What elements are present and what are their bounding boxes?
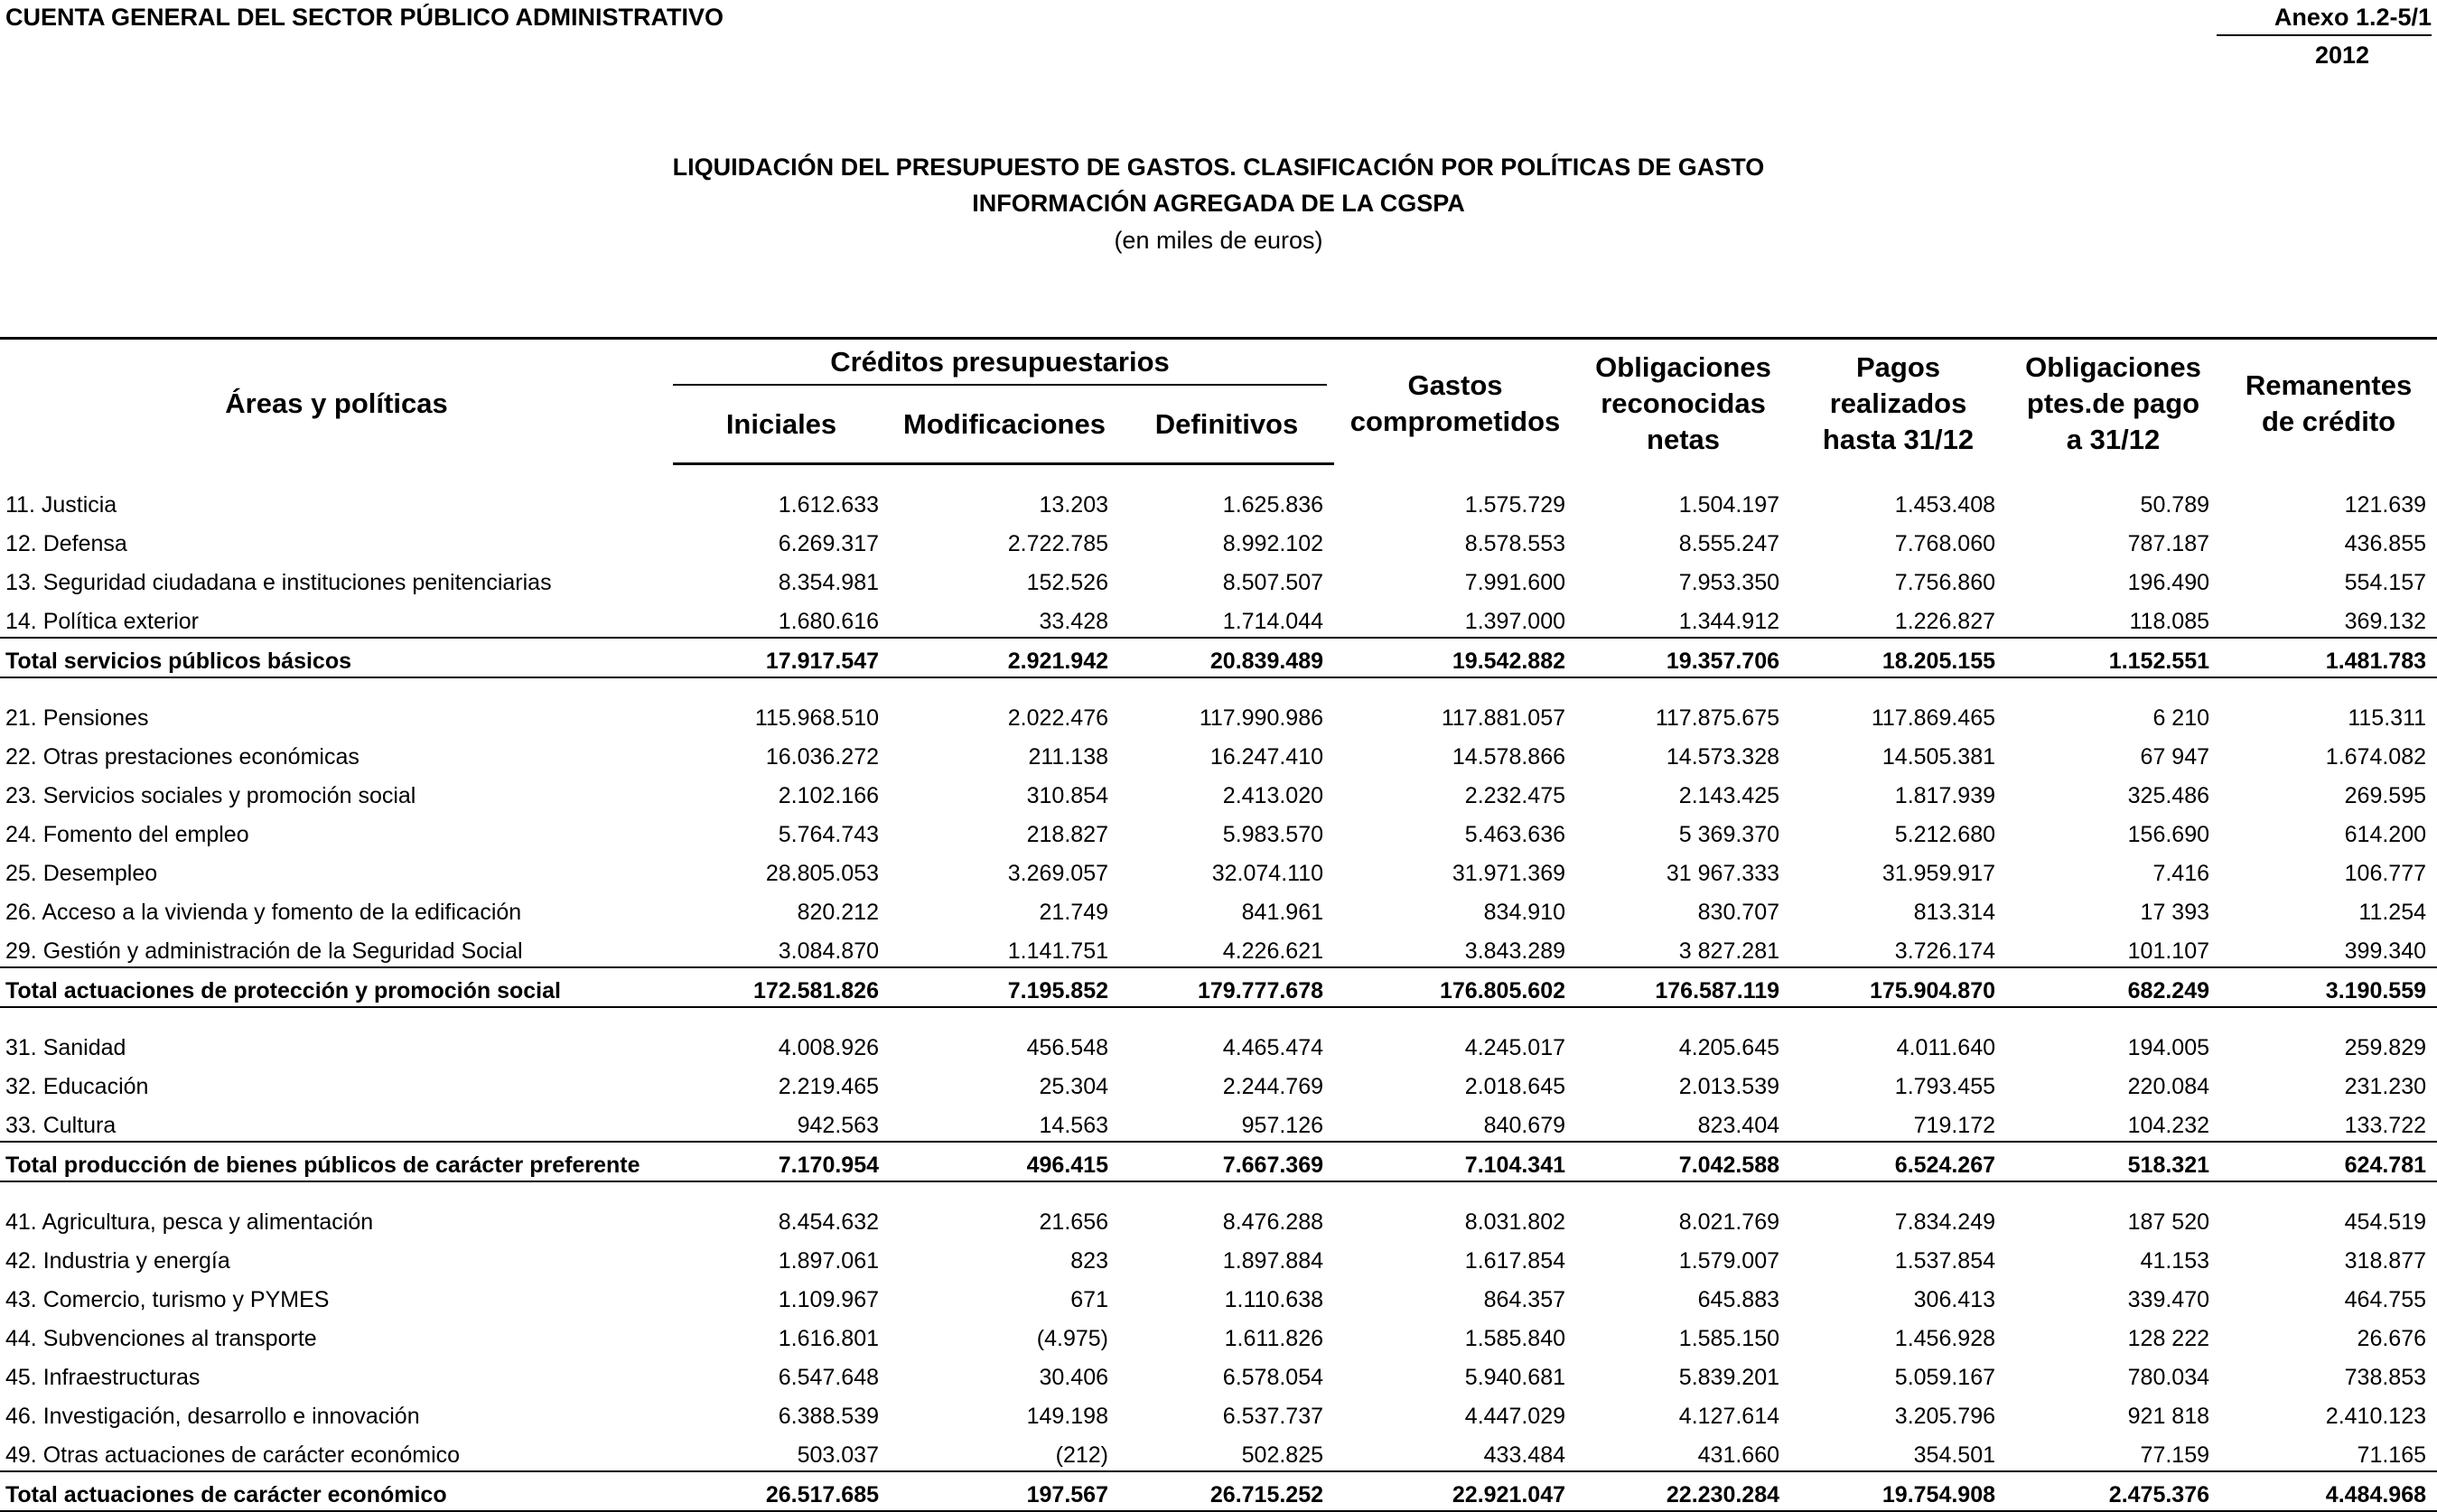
value-cell: 1.344.912 [1678,609,1780,634]
value-cell: 2.410.123 [2325,1404,2427,1429]
value-cell: 518.321 [2006,1142,2220,1181]
policy-label: 13. Seguridad ciudadana e instituciones penitenciarias [5,570,552,595]
table-row [0,1063,2437,1102]
value-cell: 106.777 [2344,861,2427,886]
header-pagos-l1: Pagos [1856,350,1941,383]
header-obligaciones-l2: reconocidas [1601,387,1766,419]
value-cell: 14.578.866 [1452,744,1566,770]
value-cell: 4.011.640 [1896,1035,1996,1060]
header-obl-ptes-l3: a 31/12 [2066,423,2161,455]
table-row [0,1315,2437,1354]
value-cell: 77.159 [2140,1442,2210,1468]
value-cell: 2.102.166 [778,783,879,808]
value-cell: 71.165 [2357,1442,2427,1468]
value-cell: 496.415 [890,1142,1119,1181]
policy-label: 24. Fomento del empleo [5,822,249,847]
policy-label: 46. Investigación, desarrollo e innovación [5,1404,420,1429]
value-cell: 18.205.155 [1790,638,2006,677]
value-cell: 31.959.917 [1881,861,1996,886]
value-cell: 7.768.060 [1894,531,1996,556]
value-cell: 17 393 [2140,900,2210,925]
table-row [0,695,2437,733]
total-row [0,638,2437,677]
value-cell: 149.198 [1026,1404,1108,1429]
table-row [0,598,2437,638]
report-subtitle: INFORMACIÓN AGREGADA DE LA CGSPA [972,190,1465,217]
value-cell: 7.104.341 [1334,1142,1576,1181]
value-cell: 1.226.827 [1894,609,1996,634]
value-cell: 8.578.553 [1464,531,1566,556]
table-row [0,889,2437,928]
value-cell: 7.416 [2152,861,2210,886]
value-cell: 7.170.954 [673,1142,890,1181]
value-cell: (212) [1055,1442,1108,1468]
value-cell: 624.781 [2220,1142,2437,1181]
value-cell: 830.707 [1697,900,1780,925]
value-cell: 787.187 [2127,531,2210,556]
value-cell: 259.829 [2344,1035,2427,1060]
value-cell: 671 [1070,1287,1108,1312]
value-cell: 218.827 [1026,822,1108,847]
header-gastos-l1: Gastos [1407,369,1503,401]
value-cell: 1.152.551 [2006,638,2220,677]
value-cell: 7.195.852 [890,967,1119,1007]
value-cell: 16.247.410 [1209,744,1324,770]
annex-label: Anexo 1.2-5/1 [2274,4,2432,31]
total-label: Total producción de bienes públicos de carácter preferente [0,1142,673,1181]
value-cell: 4.127.614 [1678,1404,1780,1429]
value-cell: 4.226.621 [1222,938,1324,964]
value-cell: 8.454.632 [778,1209,879,1235]
value-cell: 41.153 [2140,1248,2210,1274]
value-cell: 8.021.769 [1678,1209,1780,1235]
value-cell: 454.519 [2344,1209,2427,1235]
header-credits-label: Créditos presupuestarios [673,344,1327,386]
value-cell: 1.481.783 [2220,638,2437,677]
group-spacer [0,1181,2437,1199]
annex-block [2217,4,2432,70]
header-areas: Áreas y políticas [0,339,673,464]
value-cell: 1.625.836 [1222,492,1324,518]
value-cell: 2.022.476 [1007,705,1108,731]
value-cell: 117.875.675 [1655,705,1780,731]
value-cell: 3 827.281 [1678,938,1780,964]
value-cell: 820.212 [797,900,879,925]
value-cell: 5 369.370 [1678,822,1780,847]
value-cell: 30.406 [1039,1365,1108,1390]
policy-label: 42. Industria y energía [5,1248,230,1274]
table-row [0,1276,2437,1315]
value-cell: 231.230 [2344,1074,2427,1099]
value-cell: 841.961 [1241,900,1324,925]
header-obligaciones-l1: Obligaciones [1595,350,1771,383]
value-cell: 1.612.633 [778,492,879,518]
value-cell: 14.573.328 [1666,744,1780,770]
policy-label: 25. Desempleo [5,861,158,886]
value-cell: 179.777.678 [1119,967,1334,1007]
value-cell: 3.084.870 [778,938,879,964]
table-row [0,481,2437,520]
value-cell: 840.679 [1483,1113,1566,1138]
value-cell: 7.667.369 [1119,1142,1334,1181]
value-cell: 3.726.174 [1894,938,1996,964]
value-cell: 4.447.029 [1464,1404,1566,1429]
table-row [0,928,2437,967]
value-cell: 2.143.425 [1678,783,1780,808]
value-cell: 117.881.057 [1441,705,1566,731]
header-obl-ptes [2006,339,2220,464]
value-cell: 128 222 [2127,1326,2210,1351]
value-cell: 7.953.350 [1678,570,1780,595]
value-cell: 2.018.645 [1464,1074,1566,1099]
value-cell: 115.311 [2348,705,2427,731]
header-iniciales: Iniciales [673,387,890,464]
value-cell: 13.203 [1039,492,1108,518]
table-row [0,1237,2437,1276]
value-cell: 1.585.150 [1678,1326,1780,1351]
value-cell: 436.855 [2344,531,2427,556]
value-cell: 310.854 [1026,783,1108,808]
header-gastos-l2: comprometidos [1349,405,1561,437]
value-cell: 22.921.047 [1334,1471,1576,1511]
table-row [0,1024,2437,1063]
total-row [0,1142,2437,1181]
value-cell: 2.232.475 [1464,783,1566,808]
policy-label: 31. Sanidad [5,1035,126,1060]
value-cell: 921 818 [2127,1404,2210,1429]
value-cell: 6 210 [2152,705,2210,731]
value-cell: 6.578.054 [1222,1365,1324,1390]
header-gastos [1334,339,1576,464]
value-cell: 5.463.636 [1464,822,1566,847]
header-modificaciones: Modificaciones [890,387,1119,464]
value-cell: 4.484.968 [2220,1471,2437,1511]
budget-table [0,337,2437,1512]
header-remanentes [2220,339,2437,464]
table-row [0,559,2437,598]
header-obligaciones [1576,339,1790,464]
value-cell: 2.219.465 [778,1074,879,1099]
group-spacer [0,464,2437,482]
value-cell: 194.005 [2127,1035,2210,1060]
value-cell: (4.975) [1036,1326,1108,1351]
value-cell: 101.107 [2127,938,2210,964]
value-cell: 4.205.645 [1678,1035,1780,1060]
value-cell: 8.992.102 [1222,531,1324,556]
value-cell: 3.205.796 [1894,1404,1996,1429]
value-cell: 3.269.057 [1007,861,1108,886]
spacer-cell [0,1181,2437,1199]
value-cell: 5.983.570 [1222,822,1324,847]
value-cell: 1.575.729 [1464,492,1566,518]
value-cell: 2.413.020 [1222,783,1324,808]
table-body [0,464,2437,1512]
value-cell: 5.059.167 [1894,1365,1996,1390]
value-cell: 354.501 [1913,1442,1996,1468]
value-cell: 32.074.110 [1211,861,1324,886]
value-cell: 318.877 [2344,1248,2427,1274]
table-row [0,520,2437,559]
value-cell: 17.917.547 [673,638,890,677]
value-cell: 6.537.737 [1222,1404,1324,1429]
value-cell: 3.843.289 [1464,938,1566,964]
value-cell: 121.639 [2344,492,2427,518]
header-remanentes-l1: Remanentes [2245,369,2413,401]
total-label: Total servicios públicos básicos [0,638,673,677]
value-cell: 50.789 [2140,492,2210,518]
header-credits-group [673,339,1334,387]
value-cell: 1.616.801 [778,1326,879,1351]
header-pagos [1790,339,2006,464]
value-cell: 1.897.061 [778,1248,879,1274]
document-org-title: CUENTA GENERAL DEL SECTOR PÚBLICO ADMINISTRATIVO [5,4,724,31]
table-row [0,1102,2437,1142]
value-cell: 19.754.908 [1790,1471,2006,1511]
value-cell: 21.656 [1039,1209,1108,1235]
policy-label: 49. Otras actuaciones de carácter económico [5,1442,461,1468]
policy-label: 41. Agricultura, pesca y alimentación [5,1209,374,1235]
value-cell: 22.230.284 [1576,1471,1790,1511]
header-obligaciones-l3: netas [1647,423,1720,455]
table-row [0,850,2437,889]
value-cell: 4.465.474 [1222,1035,1324,1060]
value-cell: 1.141.751 [1007,938,1108,964]
value-cell: 11.254 [2358,900,2427,925]
value-cell: 31.971.369 [1452,861,1566,886]
value-cell: 369.132 [2344,609,2427,634]
value-cell: 1.680.616 [778,609,879,634]
value-cell: 31 967.333 [1666,861,1780,886]
value-cell: 456.548 [1026,1035,1108,1060]
value-cell: 269.595 [2344,783,2427,808]
value-cell: 6.547.648 [778,1365,879,1390]
report-title: LIQUIDACIÓN DEL PRESUPUESTO DE GASTOS. CLASIFICACIÓN POR POLÍTICAS DE GASTO [672,154,1765,181]
value-cell: 8.476.288 [1222,1209,1324,1235]
group-spacer [0,677,2437,695]
value-cell: 5.212.680 [1894,822,1996,847]
value-cell: 1.714.044 [1222,609,1324,634]
header-obl-ptes-l2: ptes.de pago [2026,387,2200,419]
value-cell: 8.354.981 [778,570,879,595]
value-cell: 1.611.826 [1224,1326,1324,1351]
value-cell: 1.617.854 [1464,1248,1566,1274]
value-cell: 19.357.706 [1576,638,1790,677]
header-obl-ptes-l1: Obligaciones [2025,350,2201,383]
spacer-cell [0,1007,2437,1024]
value-cell: 1.674.082 [2325,744,2427,770]
value-cell: 33.428 [1039,609,1108,634]
policy-label: 21. Pensiones [5,705,149,731]
value-cell: 1.397.000 [1464,609,1566,634]
table-row [0,1432,2437,1471]
value-cell: 118.085 [2129,609,2210,634]
value-cell: 5.764.743 [778,822,879,847]
value-cell: 7.756.860 [1894,570,1996,595]
value-cell: 14.505.381 [1881,744,1996,770]
value-cell: 26.715.252 [1119,1471,1334,1511]
policy-label: 22. Otras prestaciones económicas [5,744,359,770]
value-cell: 2.475.376 [2006,1471,2220,1511]
value-cell: 780.034 [2127,1365,2210,1390]
value-cell: 19.542.882 [1334,638,1576,677]
value-cell: 942.563 [797,1113,879,1138]
table-row [0,1199,2437,1237]
value-cell: 8.031.802 [1464,1209,1566,1235]
value-cell: 117.990.986 [1199,705,1324,731]
spacer-cell [0,677,2437,695]
value-cell: 325.486 [2127,783,2210,808]
value-cell: 2.244.769 [1222,1074,1324,1099]
value-cell: 2.722.785 [1007,531,1108,556]
value-cell: 196.490 [2127,570,2210,595]
value-cell: 1.585.840 [1464,1326,1566,1351]
table-row [0,733,2437,772]
group-spacer [0,1007,2437,1024]
value-cell: 1.456.928 [1894,1326,1996,1351]
policy-label: 26. Acceso a la vivienda y fomento de la edificación [5,900,522,925]
value-cell: 1.579.007 [1678,1248,1780,1274]
value-cell: 175.904.870 [1790,967,2006,1007]
value-cell: 1.504.197 [1678,492,1780,518]
value-cell: 554.157 [2344,570,2427,595]
policy-label: 43. Comercio, turismo y PYMES [5,1287,330,1312]
value-cell: 1.453.408 [1894,492,1996,518]
value-cell: 156.690 [2127,822,2210,847]
policy-label: 33. Cultura [5,1113,117,1138]
value-cell: 6.388.539 [778,1404,879,1429]
value-cell: 864.357 [1483,1287,1566,1312]
value-cell: 152.526 [1026,570,1108,595]
header-definitivos: Definitivos [1119,387,1334,464]
value-cell: 20.839.489 [1119,638,1334,677]
value-cell: 1.110.638 [1224,1287,1324,1312]
total-label: Total actuaciones de protección y promoción social [0,967,673,1007]
value-cell: 834.910 [1483,900,1566,925]
value-cell: 187 520 [2127,1209,2210,1235]
value-cell: 1.897.884 [1222,1248,1324,1274]
report-units: (en miles de euros) [1114,227,1323,254]
value-cell: 6.269.317 [778,531,879,556]
policy-label: 44. Subvenciones al transporte [5,1326,317,1351]
value-cell: 6.524.267 [1790,1142,2006,1181]
header-remanentes-l2: de crédito [2261,405,2396,437]
policy-label: 11. Justicia [5,492,117,518]
table-row [0,1354,2437,1393]
value-cell: 104.232 [2127,1113,2210,1138]
value-cell: 28.805.053 [765,861,879,886]
value-cell: 8.555.247 [1678,531,1780,556]
value-cell: 339.470 [2127,1287,2210,1312]
value-cell: 176.805.602 [1334,967,1576,1007]
value-cell: 823 [1070,1248,1108,1274]
value-cell: 211.138 [1028,744,1108,770]
header-pagos-l2: realizados [1829,387,1967,419]
value-cell: 3.190.559 [2220,967,2437,1007]
value-cell: 4.008.926 [778,1035,879,1060]
value-cell: 813.314 [1913,900,1996,925]
policy-label: 23. Servicios sociales y promoción social [5,783,416,808]
table-row [0,1393,2437,1432]
value-cell: 14.563 [1039,1113,1108,1138]
value-cell: 464.755 [2344,1287,2427,1312]
total-label: Total actuaciones de carácter económico [0,1471,673,1511]
value-cell: 1.537.854 [1894,1248,1996,1274]
value-cell: 16.036.272 [765,744,879,770]
value-cell: 399.340 [2344,938,2427,964]
value-cell: 433.484 [1483,1442,1566,1468]
value-cell: 1.817.939 [1894,783,1996,808]
value-cell: 197.567 [890,1471,1119,1511]
value-cell: 2.921.942 [890,638,1119,677]
value-cell: 957.126 [1241,1113,1324,1138]
value-cell: 7.042.588 [1576,1142,1790,1181]
value-cell: 306.413 [1913,1287,1996,1312]
value-cell: 614.200 [2344,822,2427,847]
value-cell: 738.853 [2344,1365,2427,1390]
fiscal-year: 2012 [2217,34,2432,70]
value-cell: 133.722 [2344,1113,2427,1138]
report-title-block [0,149,2437,259]
policy-label: 12. Defensa [5,531,127,556]
value-cell: 4.245.017 [1464,1035,1566,1060]
policy-label: 45. Infraestructuras [5,1365,201,1390]
value-cell: 431.660 [1697,1442,1780,1468]
value-cell: 172.581.826 [673,967,890,1007]
value-cell: 5.940.681 [1464,1365,1566,1390]
total-row [0,1471,2437,1511]
value-cell: 7.991.600 [1464,570,1566,595]
value-cell: 719.172 [1913,1113,1996,1138]
value-cell: 67 947 [2140,744,2210,770]
value-cell: 1.109.967 [778,1287,879,1312]
value-cell: 5.839.201 [1678,1365,1780,1390]
policy-label: 29. Gestión y administración de la Seguridad Social [5,938,523,964]
value-cell: 176.587.119 [1576,967,1790,1007]
value-cell: 115.968.510 [754,705,879,731]
value-cell: 823.404 [1697,1113,1780,1138]
value-cell: 25.304 [1039,1074,1108,1099]
value-cell: 503.037 [797,1442,879,1468]
value-cell: 21.749 [1039,900,1108,925]
value-cell: 7.834.249 [1894,1209,1996,1235]
spacer-cell [0,464,2437,482]
value-cell: 220.084 [2127,1074,2210,1099]
policy-label: 14. Política exterior [5,609,199,634]
table-row [0,772,2437,811]
value-cell: 26.517.685 [673,1471,890,1511]
table-row [0,811,2437,850]
value-cell: 8.507.507 [1222,570,1324,595]
value-cell: 1.793.455 [1894,1074,1996,1099]
value-cell: 2.013.539 [1678,1074,1780,1099]
value-cell: 26.676 [2357,1326,2427,1351]
value-cell: 682.249 [2006,967,2220,1007]
header-pagos-l3: hasta 31/12 [1822,423,1975,455]
value-cell: 117.869.465 [1871,705,1996,731]
policy-label: 32. Educación [5,1074,149,1099]
value-cell: 502.825 [1241,1442,1324,1468]
total-row [0,967,2437,1007]
value-cell: 645.883 [1697,1287,1780,1312]
